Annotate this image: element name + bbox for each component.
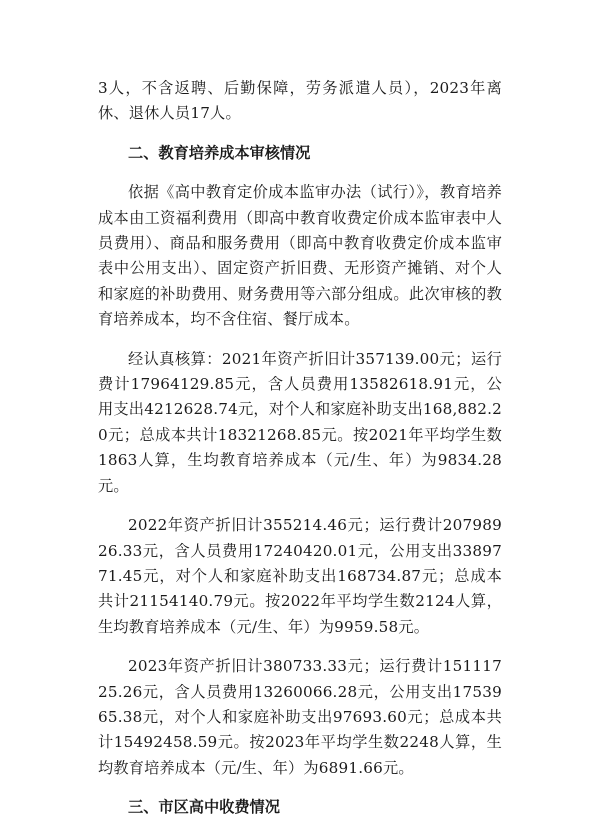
spacer (98, 127, 502, 141)
spacer (98, 333, 502, 347)
spacer (98, 499, 502, 513)
section-3-heading: 三、市区高中收费情况 (128, 798, 280, 817)
section-2-paragraph-2023: 2023年资产折旧计380733.33元；运行费计15111725.26元，含人员费用13260066.28元，公用支出1753965.38元，对个人和家庭补助支出97693.60元；总成本共计15492458.59元。按2023年平均学生数2248人算，生均教育培养成本（元/生、年）为6891.66元。 (98, 657, 502, 777)
spacer (98, 781, 502, 795)
spacer (98, 640, 502, 654)
spacer (98, 166, 502, 180)
section-2-heading: 二、教育培养成本审核情况 (128, 143, 311, 162)
intro-paragraph: 3人，不含返聘、后勤保障，劳务派遣人员），2023年离休、退休人员17人。 (98, 79, 502, 123)
section-2-paragraph-2021: 经认真核算：2021年资产折旧计357139.00元；运行费计17964129.85元，含人员费用13582618.91元，公用支出4212628.74元，对个人和家庭补助支出168,882.20元；总成本共计18321268.85元。按2021年平均学生数1863人算，生均教育培养成本（元/生、年）为9834.28元。 (98, 349, 502, 495)
document-page (98, 76, 502, 821)
section-2-paragraph-basis: 依据《高中教育定价成本监审办法（试行）》，教育培养成本由工资福利费用（即高中教育收费定价成本监审表中人员费用）、商品和服务费用（即高中教育收费定价成本监审表中公用支出）、固定资产折旧费、无形资产摊销、对个人和家庭的补助费用、财务费用等六部分组成。此次审核的教育培养成本，均不含住宿、餐厅成本。 (98, 183, 502, 329)
section-2-paragraph-2022: 2022年资产折旧计355214.46元；运行费计20798926.33元，含人员费用17240420.01元，公用支出3389771.45元，对个人和家庭补助支出168734.87元；总成本共计21154140.79元。按2022年平均学生数2124人算，生均教育培养成本（元/生、年）为9959.58元。 (98, 516, 502, 636)
